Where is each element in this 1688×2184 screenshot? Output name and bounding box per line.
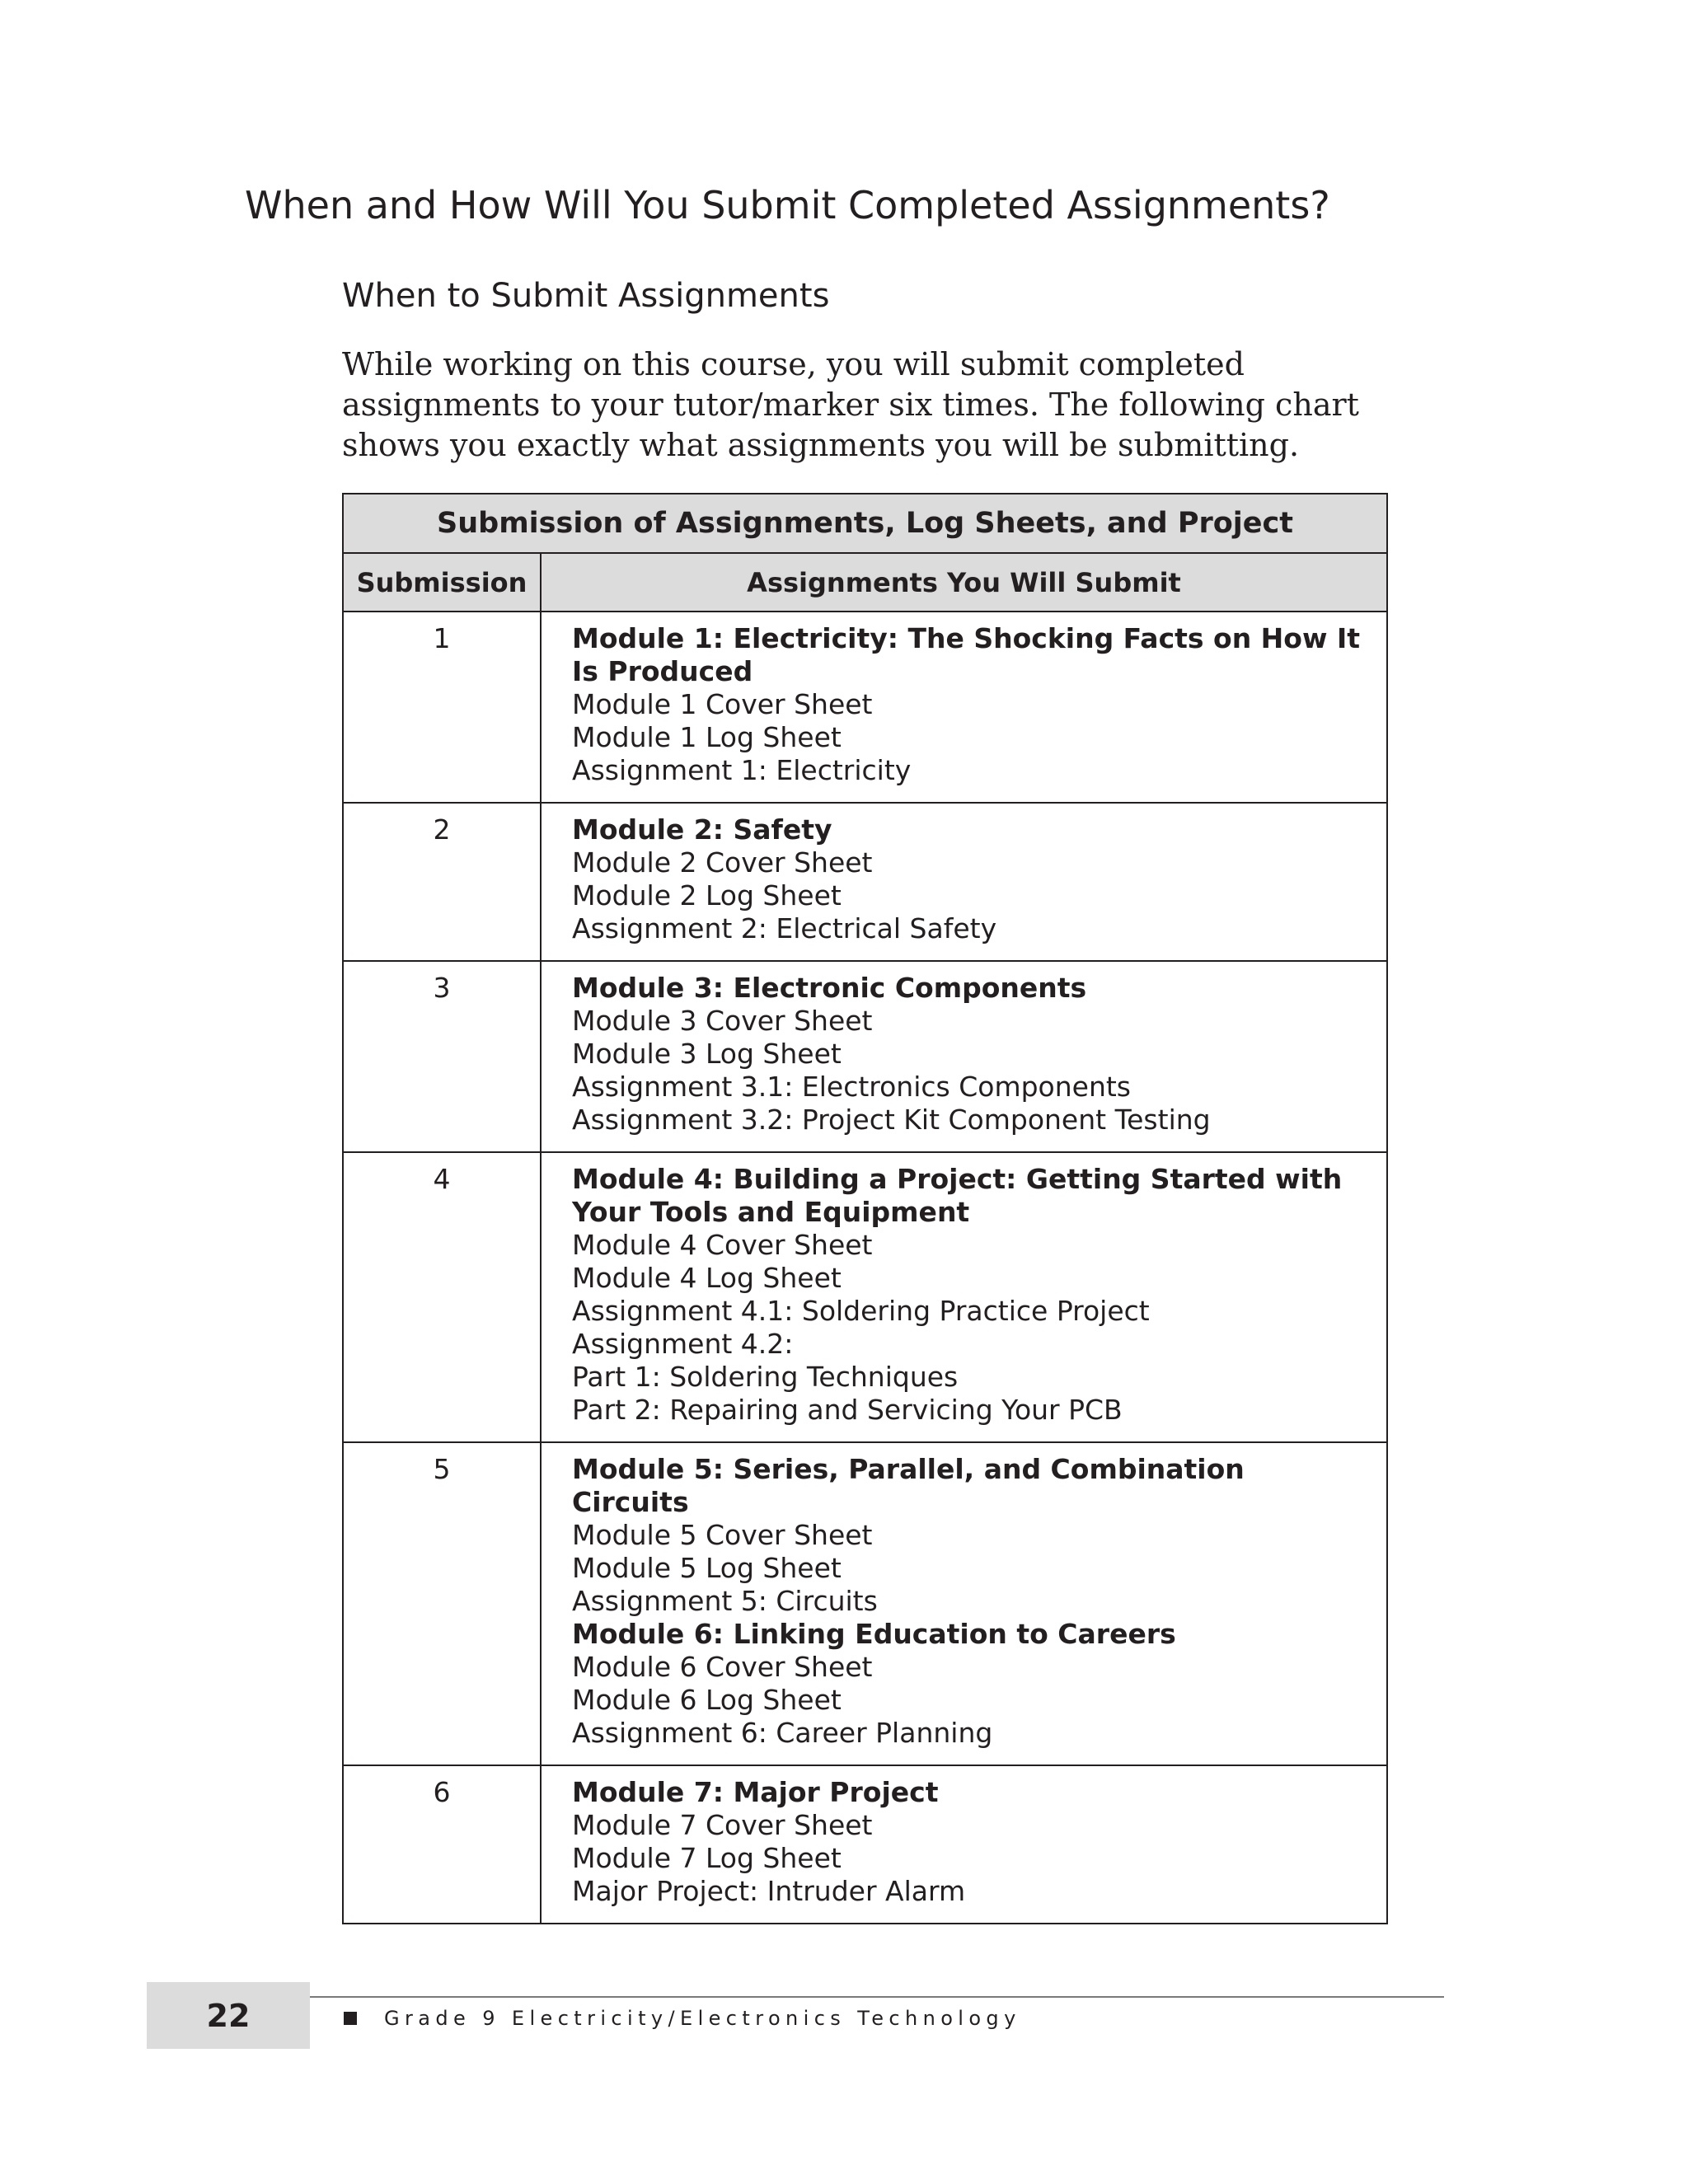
- table-row: [343, 1442, 1387, 1765]
- section-heading: When to Submit Assignments: [342, 277, 830, 315]
- column-header-assignments: Assignments You Will Submit: [541, 553, 1387, 612]
- page-number: 22: [147, 1982, 310, 2049]
- assignment-item: Part 1: Soldering Techniques: [572, 1361, 959, 1393]
- assignment-item: Assignment 1: Electricity: [572, 754, 912, 786]
- assignment-item: Assignment 3.1: Electronics Components: [572, 1071, 1131, 1103]
- assignment-list: [541, 803, 1387, 961]
- assignment-item: Module 6 Log Sheet: [572, 1684, 842, 1716]
- assignment-item: Module 3 Log Sheet: [572, 1038, 842, 1070]
- submission-number: 5: [343, 1442, 541, 1765]
- table-row: [343, 1765, 1387, 1924]
- module-title: Module 6: Linking Education to Careers: [572, 1618, 1176, 1650]
- assignment-list: [541, 1442, 1387, 1765]
- assignment-list: [541, 961, 1387, 1152]
- assignment-item: Major Project: Intruder Alarm: [572, 1875, 966, 1907]
- table-row: [343, 961, 1387, 1152]
- assignment-list: [541, 1765, 1387, 1924]
- assignment-item: Module 5 Cover Sheet: [572, 1519, 873, 1551]
- submission-table: [342, 493, 1388, 1924]
- assignment-item: Module 1 Log Sheet: [572, 721, 842, 753]
- table-body: [343, 612, 1387, 1924]
- submission-number: 3: [343, 961, 541, 1152]
- footer-divider: [310, 1996, 1444, 1998]
- intro-paragraph: While working on this course, you will submit completed assignments to your tutor/marker six times. The following chart shows you exactly what assignments you will be submitting.: [342, 346, 1359, 463]
- assignment-item: Assignment 6: Career Planning: [572, 1717, 993, 1749]
- assignment-item: Module 2 Log Sheet: [572, 879, 842, 912]
- assignment-item: Module 2 Cover Sheet: [572, 846, 873, 879]
- table-row: [343, 612, 1387, 803]
- module-title: Module 2: Safety: [572, 813, 832, 846]
- submission-number: 2: [343, 803, 541, 961]
- assignment-item: Module 7 Cover Sheet: [572, 1809, 873, 1841]
- column-header-submission: Submission: [343, 553, 541, 612]
- assignment-item: Module 5 Log Sheet: [572, 1552, 842, 1584]
- assignment-item: Assignment 5: Circuits: [572, 1585, 878, 1617]
- assignment-item: Module 3 Cover Sheet: [572, 1005, 873, 1037]
- assignment-item: Module 4 Log Sheet: [572, 1262, 842, 1294]
- assignment-item: Module 4 Cover Sheet: [572, 1229, 873, 1261]
- module-title: Module 1: Electricity: The Shocking Facts on How It Is Produced: [572, 622, 1361, 687]
- table-caption: Submission of Assignments, Log Sheets, and Project: [343, 494, 1387, 553]
- assignment-item: Module 6 Cover Sheet: [572, 1651, 873, 1683]
- assignment-item: Module 7 Log Sheet: [572, 1842, 842, 1874]
- assignment-item: Assignment 2: Electrical Safety: [572, 912, 997, 944]
- assignment-item: Assignment 3.2: Project Kit Component Testing: [572, 1104, 1211, 1136]
- page-title: When and How Will You Submit Completed Assignments?: [245, 183, 1330, 227]
- assignment-list: [541, 1152, 1387, 1442]
- footer-course-title: Grade 9 Electricity/Electronics Technology: [384, 2007, 1021, 2030]
- assignment-item: Assignment 4.1: Soldering Practice Project: [572, 1295, 1150, 1327]
- assignment-item: Part 2: Repairing and Servicing Your PCB: [572, 1394, 1123, 1426]
- submission-number: 1: [343, 612, 541, 803]
- table-row: [343, 1152, 1387, 1442]
- square-bullet-icon: [344, 2012, 357, 2025]
- submission-table-container: [342, 493, 1386, 1924]
- assignment-item: Assignment 4.2:: [572, 1328, 794, 1360]
- module-title: Module 5: Series, Parallel, and Combination Circuits: [572, 1453, 1245, 1518]
- submission-number: 4: [343, 1152, 541, 1442]
- assignment-list: [541, 612, 1387, 803]
- table-row: [343, 803, 1387, 961]
- module-title: Module 7: Major Project: [572, 1776, 939, 1808]
- module-title: Module 4: Building a Project: Getting Started with Your Tools and Equipment: [572, 1163, 1343, 1228]
- module-title: Module 3: Electronic Components: [572, 972, 1087, 1004]
- assignment-item: Module 1 Cover Sheet: [572, 688, 873, 720]
- submission-number: 6: [343, 1765, 541, 1924]
